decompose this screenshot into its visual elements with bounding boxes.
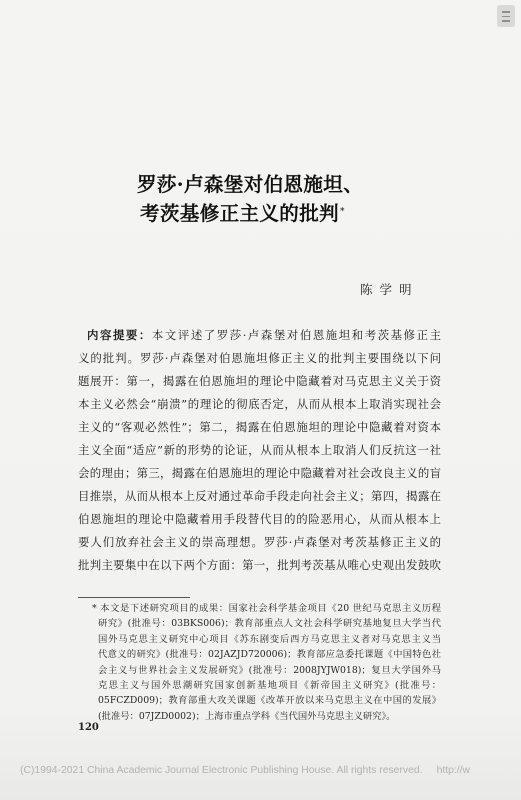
- abstract-line: 主义的“客观必然性”；第二，揭露在伯恩施坦的理论中隐藏着对资本: [78, 420, 441, 434]
- abstract-line: [78, 324, 441, 347]
- page-number: 120: [78, 722, 99, 733]
- footnote: [92, 601, 441, 724]
- menu-icon-bar: [502, 16, 510, 18]
- footnote-line: (批准号：07JZD0002)；上海市重点学科《当代国外马克思主义研究》。: [98, 710, 396, 722]
- footnote-line: 会主义与世界社会主义发展研究》(批准号：2008JYJW018)；复旦大学国外马: [98, 664, 441, 676]
- footnote-line: 代意义的研究》(批准号：02JAZJD720006)；教育部应急委托课题《中国特色社: [98, 649, 441, 661]
- author-name: 陈 学 明: [360, 282, 413, 297]
- watermark-url: http://w: [436, 765, 471, 776]
- abstract-line: 会的理由；第三，揭露在伯恩施坦的理论中隐藏着对社会改良主义的盲: [78, 466, 441, 480]
- copyright-text: (C)1994-2021 China Academic Journal Electronic Publishing House. All rights reserved.: [20, 765, 423, 776]
- abstract-line: 要人们放弃社会主义的崇高理想。罗莎·卢森堡对考茨基修正主义的: [78, 535, 441, 549]
- footnote-line: 国外马克思主义研究中心项目《苏东剧变后西方马克思主义者对马克思主义当: [98, 633, 441, 645]
- menu-icon-bar: [502, 11, 510, 13]
- article-title-line-2-text: 考茨基修正主义的批判: [140, 202, 340, 225]
- title-footnote-mark: *: [340, 207, 345, 217]
- copyright-watermark: [20, 763, 521, 779]
- abstract-label: 内容提要：: [87, 328, 152, 342]
- menu-icon[interactable]: [497, 5, 515, 27]
- abstract-line: 本主义必然会“崩溃”的理论的彻底否定，从而从根本上取消实现社会: [78, 397, 441, 411]
- abstract-line: 义的批判。罗莎·卢森堡对伯恩施坦修正主义的批判主要围绕以下问: [78, 351, 441, 365]
- footnote-line: 研究》(批准号：03BKS006)；教育部重点人文社会科学研究基地复旦大学当代: [98, 618, 441, 630]
- abstract-line: 目推崇，从而从根本上反对通过革命手段走向社会主义；第四，揭露在: [78, 489, 441, 503]
- abstract-line: 伯恩施坦的理论中隐藏着用手段替代目的的险恶用心，从而从根本上: [78, 512, 441, 526]
- article-title-line-1: 罗莎·卢森堡对伯恩施坦、: [137, 173, 364, 196]
- abstract-line-text: 本文评述了罗莎·卢森堡对伯恩施坦和考茨基修正主: [151, 328, 441, 342]
- article-title-line-2: [140, 202, 345, 226]
- abstract-line: 主义全面“适应”新的形势的论证，从而从根本上取消人们反抗这一社: [78, 443, 441, 457]
- abstract: [78, 324, 441, 577]
- footnote-line: * 本文是下述研究项目的成果：国家社会科学基金项目《20 世纪马克思主义历程: [92, 603, 441, 614]
- abstract-line: 批判主要集中在以下两个方面：第一，批判考茨基从唯心史观出发鼓吹: [78, 558, 441, 572]
- footnote-line: 05FCZD009)；教育部重大攻关课题《改革开放以来马克思主义在中国的发展》: [98, 695, 441, 707]
- footnote-line: 克思主义与国外思潮研究国家创新基地项目《新帝国主义研究》(批准号：: [98, 679, 441, 691]
- menu-icon-bar: [502, 20, 510, 22]
- footnote-divider: [78, 597, 190, 598]
- abstract-line: 题展开：第一，揭露在伯恩施坦的理论中隐藏着对马克思主义关于资: [78, 374, 441, 388]
